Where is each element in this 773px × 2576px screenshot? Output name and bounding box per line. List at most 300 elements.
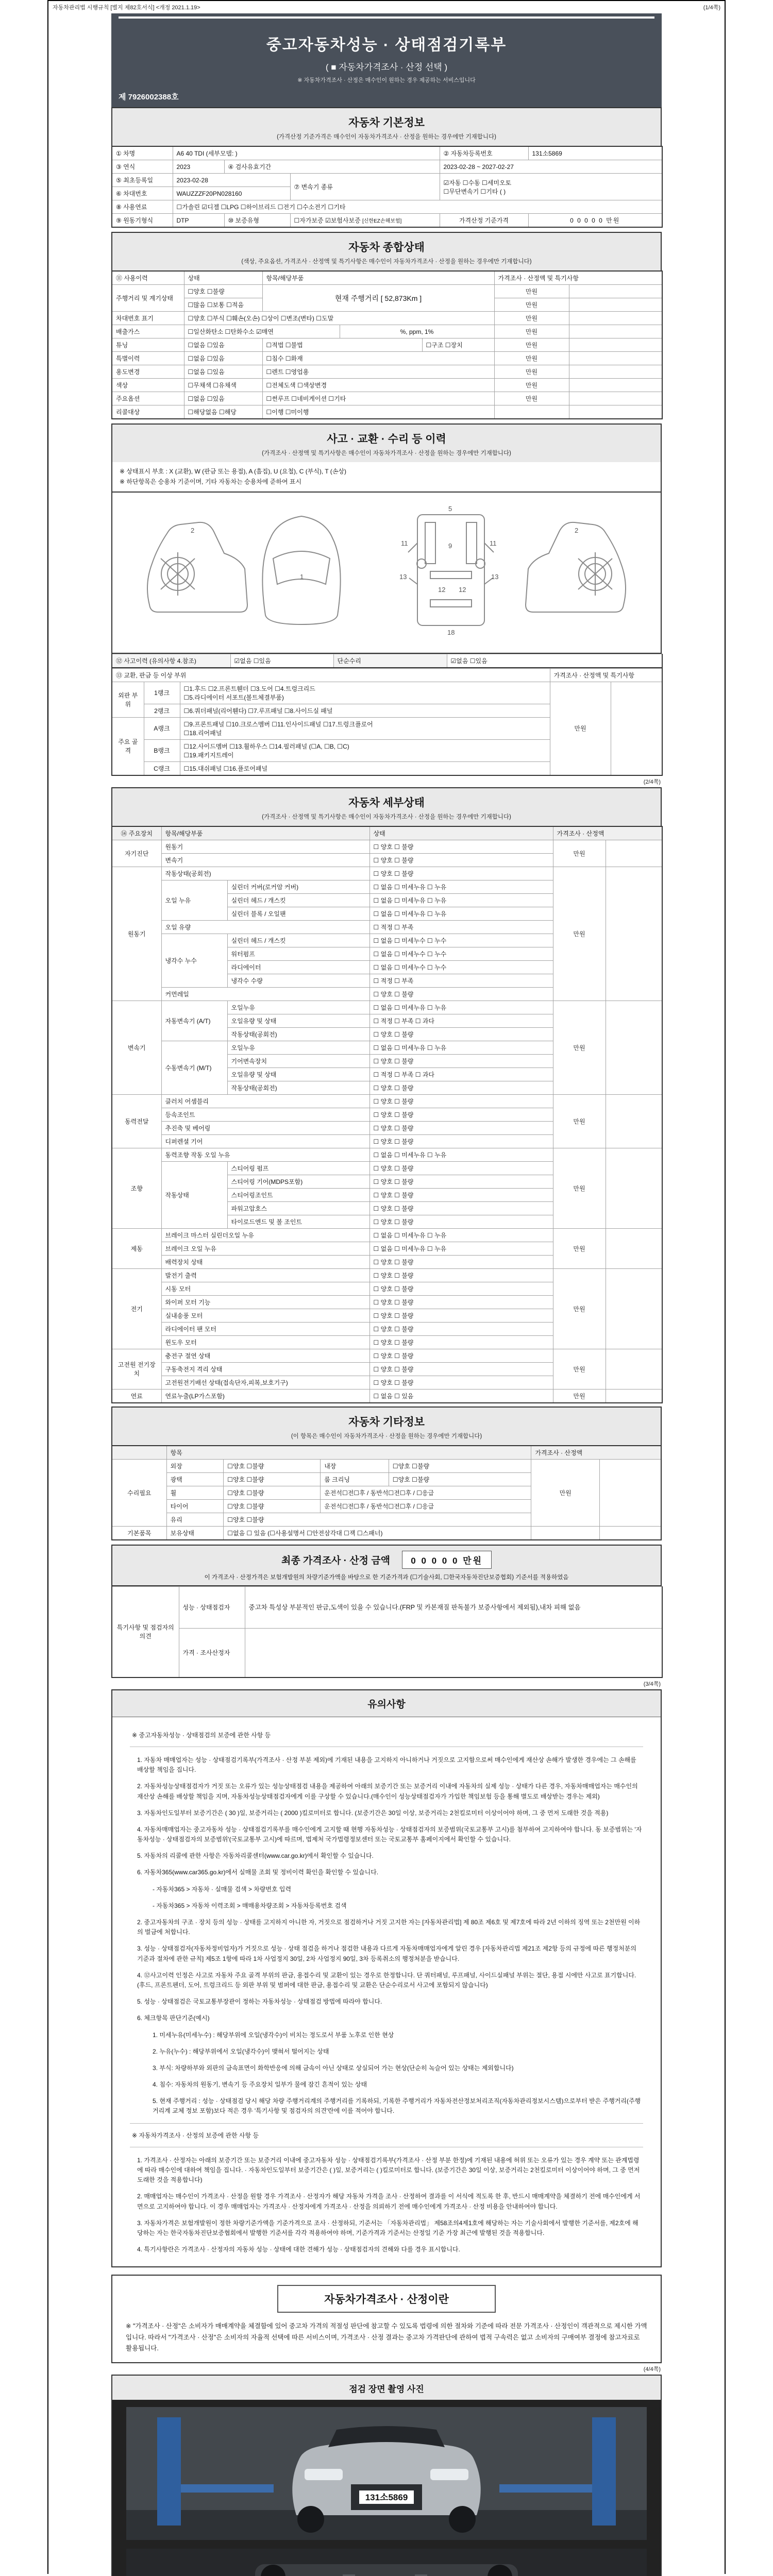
rank1-label: 1랭크 — [144, 682, 180, 704]
item-cell: 파워고압호스 — [227, 1201, 369, 1215]
room-cleaning-options[interactable]: ☐양호 ☐불량 — [389, 1472, 531, 1486]
item-cell: 스티어링조인트 — [227, 1188, 369, 1201]
group-transmission: 변속기 — [112, 1001, 161, 1094]
page-marker-3: (3/4쪽) — [643, 1681, 661, 1687]
interior-options[interactable]: ☐양호 ☐불량 — [389, 1459, 531, 1472]
main-option-label: 주요옵션 — [112, 392, 184, 405]
accident-history-options[interactable]: ☑없음 ☐있음 — [230, 654, 333, 668]
final-price-label: 최종 가격조사 · 산정 금액 — [281, 1555, 390, 1566]
main-option-options[interactable]: ☐없음 ☐있음 — [184, 392, 262, 405]
state-options[interactable]: ☐ 양호 ☐ 불량 — [369, 1362, 553, 1376]
exchange-price-cell: 만원 — [550, 682, 611, 775]
remark-cell — [569, 285, 662, 298]
remark-cell — [606, 1389, 662, 1403]
item-cell: 고전원전기배선 상태(접속단자,피복,보호기구) — [161, 1376, 369, 1389]
item-cell: 동력조향 작동 오일 누유 — [161, 1148, 369, 1161]
state-options[interactable]: ☐ 양호 ☐ 불량 — [369, 853, 553, 867]
item-cell: 충전구 절연 상태 — [161, 1349, 369, 1362]
overall-state-table — [111, 270, 663, 419]
item-cell: 작동상태(공회전) — [161, 867, 369, 880]
wheel-options[interactable]: ☐양호 ☐불량 — [224, 1486, 321, 1499]
other-h-blank — [112, 1446, 166, 1460]
overall-note: (색상, 주요옵션, 가격조사 · 산정액 및 특기사항은 매수인이 자동차가격조사 · 산정을 원하는 경우에만 기재합니다) — [241, 259, 532, 265]
engine-type-value: DTP — [173, 214, 224, 228]
price-cell: 만원 — [494, 379, 569, 392]
first-reg-value: 2023-02-28 — [173, 174, 290, 187]
state-options[interactable]: ☐ 없음 ☐ 미세누유 ☐ 누유 — [369, 907, 553, 920]
item-cell: 오일 유량 — [161, 920, 369, 934]
remark-cell — [569, 379, 662, 392]
remark-cell — [569, 365, 662, 379]
item-cell: 타이로드엔드 및 볼 조인트 — [227, 1215, 369, 1228]
item-cell: 변속기 — [161, 853, 369, 867]
special-history-kind-options[interactable]: ☐침수 ☐화재 — [262, 352, 494, 365]
banner-stripe — [119, 16, 654, 19]
remark-cell — [606, 1148, 662, 1228]
warranty-type-value[interactable]: ☐자가보증 ☑보험사보증 — [294, 217, 361, 224]
section-detail-state — [111, 787, 662, 826]
rankC-label: C랭크 — [144, 761, 180, 775]
tuning-legal-options[interactable]: ☐적법 ☐불법 — [262, 338, 422, 352]
overall-h-price: 가격조사 · 산정액 및 특기사항 — [494, 271, 662, 285]
glass-label: 유리 — [166, 1513, 224, 1526]
state-options[interactable]: ☐ 양호 ☐ 불량 — [369, 840, 553, 853]
group-self-diagnosis: 자기진단 — [112, 840, 161, 867]
rankB-line1[interactable]: ☐12.사이드멤버 ☐13.휠하우스 ☐14.필러패널 (☐A, ☐B, ☐C) — [183, 742, 349, 750]
state-options[interactable]: ☐ 양호 ☐ 불량 — [369, 1335, 553, 1349]
fuel-label: ⑧ 사용연료 — [112, 200, 173, 214]
rankA-line2[interactable]: ☐18.리어패널 — [183, 729, 222, 737]
other-h-item: 항목 — [166, 1446, 531, 1460]
color-change-options[interactable]: ☐전체도색 ☐색상변경 — [262, 379, 494, 392]
fuel-options[interactable]: ☐가솔린 ☑디젤 ☐LPG ☐하이브리드 ☐전기 ☐수소전기 ☐기타 — [173, 200, 662, 214]
form-sheet — [47, 0, 726, 2574]
state-options[interactable]: ☐ 양호 ☐ 불량 — [369, 1094, 553, 1108]
state-options[interactable]: ☐ 없음 ☐ 미세누유 ☐ 누유 — [369, 1001, 553, 1014]
state-options[interactable]: ☐ 양호 ☐ 불량 — [369, 1081, 553, 1094]
price-cell: 만원 — [553, 1094, 606, 1148]
first-reg-label: ⑤ 최초등록일 — [112, 174, 173, 187]
notice-subitem: - 자동차365 > 자동차 · 실매물 검색 > 차량번호 입력 — [153, 1885, 292, 1893]
appraiser-label: 가격 · 조사산정자 — [179, 1628, 245, 1677]
state-options[interactable]: ☐ 양호 ☐ 불량 — [369, 1268, 553, 1282]
tuning-label: 튜닝 — [112, 338, 184, 352]
notice-item: 1. 자동차 매매업자는 성능 · 상태점검기록부(가격조사 · 산정 부분 제외)에 기재된 내용을 고지하지 아니하거나 거짓으로 고지함으로써 매수인에게 재산상 손해가 발생한 경우에는 그 손해를 배상할 책임을 집니다. — [137, 1756, 636, 1774]
notice-item: 4. ⑫사고이력 인정은 사고로 자동차 주요 골격 부위의 판금, 용접수리 및 교환이 있는 경우로 한정합니다. 단 쿼터패널, 루프패널, 사이드실패널 부위는 절단, 용접 시에만 사고로 표기합니다. (후드, 프론트펜더, 도어, 트렁크리드 등 외판 부위 및 범퍼에 대한 판금, 용접수리 및 교환은 단순수리로서 사고에 포함되지 않습니다) — [137, 1971, 636, 1989]
diagram-number-9: 9 — [448, 541, 452, 550]
item-cell: 실린더 헤드 / 개스킷 — [227, 934, 369, 947]
notice-group1-head: ※ 중고자동차성능 · 상태점검의 보증에 관한 사항 등 — [130, 1725, 643, 1747]
item-cell: 기어변속장치 — [227, 1054, 369, 1067]
page-marker-1: (1/4쪽) — [703, 5, 720, 11]
car-diagram — [111, 493, 662, 654]
sheet-caption — [48, 2, 725, 13]
item-cell: 작동상태(공회전) — [227, 1081, 369, 1094]
price-cell: 만원 — [494, 338, 569, 352]
color-options[interactable]: ☐무채색 ☐유채색 — [184, 379, 262, 392]
section-other-info — [111, 1406, 662, 1445]
tuning-options[interactable]: ☐없음 ☐있음 — [184, 338, 262, 352]
price-cell: 만원 — [553, 867, 606, 1001]
notice-item: 5. 성능 · 상태점검은 국토교통부장관이 정하는 자동차성능 · 상태점검 방법에 따라야 합니다. — [137, 1998, 382, 2006]
item-cell: 오일누유 — [227, 1001, 369, 1014]
state-options[interactable]: ☐ 적정 ☐ 부족 ☐ 과다 — [369, 1014, 553, 1027]
item-cell: 실내송풍 모터 — [161, 1309, 369, 1322]
remark-cell — [606, 1228, 662, 1268]
remark-cell — [569, 405, 662, 419]
price-cell: 만원 — [553, 1268, 606, 1349]
notice-subitem: 2. 누유(누수) : 해당부위에서 오일(냉각수)이 맺혀서 떨어지는 상태 — [153, 2047, 329, 2055]
group-electric: 전기 — [112, 1268, 161, 1349]
group-engine: 원동기 — [112, 867, 161, 1001]
rank1-line2[interactable]: ☐5.라디에이터 서포트(볼트체결부품) — [183, 693, 284, 701]
item-cell: 추진축 및 베어링 — [161, 1121, 369, 1134]
wheel-label: 휠 — [166, 1486, 224, 1499]
transmission-line2[interactable]: ☐무단변속기 ☐기타 ( ) — [443, 188, 506, 195]
item-cell: 디퍼렌셜 기어 — [161, 1134, 369, 1148]
state-options[interactable]: ☐ 양호 ☐ 불량 — [369, 1255, 553, 1268]
basic-info-note: (가격산정 기준가격은 매수인이 자동차가격조사 · 산정을 원하는 경우에만 기재합니다) — [277, 134, 496, 140]
remark-cell — [606, 1268, 662, 1349]
state-options[interactable]: ☐ 양호 ☐ 불량 — [369, 1282, 553, 1295]
state-options[interactable]: ☐ 적정 ☐ 부족 — [369, 920, 553, 934]
price-cell: 만원 — [494, 365, 569, 379]
notice-title: 유의사항 — [112, 1690, 661, 1717]
photo-front-view — [126, 2407, 647, 2540]
car-diagram-svg — [129, 497, 644, 646]
engine-type-label: ⑨ 원동기형식 — [112, 214, 173, 228]
page-marker-4: (4/4쪽) — [643, 2366, 661, 2373]
price-cell: 만원 — [553, 1228, 606, 1268]
recall-label: 리콜대상 — [112, 405, 184, 419]
state-options[interactable]: ☐ 없음 ☐ 있음 — [369, 1389, 553, 1403]
sub-mt: 수동변속기 (M/T) — [161, 1041, 227, 1094]
base-price-label: 가격산정 기준가격 — [440, 214, 528, 228]
state-options[interactable]: ☐ 양호 ☐ 불량 — [369, 1295, 553, 1309]
state-options[interactable]: ☐ 없음 ☐ 미세누유 ☐ 누유 — [369, 893, 553, 907]
outer-panel-label: 외판 부위 — [112, 682, 144, 717]
document-number: 제 7926002388호 — [119, 93, 179, 101]
other-h-price: 가격조사 · 산정액 — [531, 1446, 661, 1460]
item-cell: 발전기 출력 — [161, 1268, 369, 1282]
diagram-number-12: 12 — [438, 585, 446, 594]
polish-label: 광택 — [166, 1472, 224, 1486]
transmission-options[interactable] — [440, 174, 662, 200]
overall-h-use: ⑪ 사용이력 — [112, 271, 184, 285]
remark-cell — [569, 312, 662, 325]
mark-legend-line2: ※ 하단항목은 승용차 기준이며, 기타 자동차는 승용차에 준하여 표시 — [120, 478, 302, 486]
state-options[interactable]: ☐ 양호 ☐ 불량 — [369, 1322, 553, 1335]
remark-cell — [569, 325, 662, 338]
sub-oil-leak: 오일 누유 — [161, 880, 227, 920]
price-cell: 만원 — [494, 285, 569, 298]
simple-repair-options[interactable]: ☑없음 ☐있음 — [447, 654, 662, 668]
item-cell: 오일유량 및 상태 — [227, 1067, 369, 1081]
accident-history-label: ⑫ 사고이력 (유의사항 4.참조) — [112, 654, 230, 668]
exchange-label: ⑬ 교환, 판금 등 이상 부위 — [112, 668, 550, 682]
notice-subitem: - 자동차365 > 자동차 이력조회 > 매매용차량조회 > 자동차등록번호 검색 — [153, 1902, 347, 1909]
state-options[interactable]: ☐ 적정 ☐ 부족 — [369, 974, 553, 987]
other-info-table — [111, 1445, 662, 1540]
usage-change-label: 용도변경 — [112, 365, 184, 379]
photo-underbody-view — [126, 2549, 647, 2576]
detail-state-table — [111, 826, 663, 1403]
rankA-label: A랭크 — [144, 717, 180, 739]
recall-options[interactable]: ☐해당없음 ☐해당 — [184, 405, 262, 419]
remark-cell — [569, 338, 662, 352]
wheel-position-options[interactable]: 운전석☐전☐후 / 동반석☐전☐후 / ☐응급 — [321, 1486, 531, 1499]
notice-subitem: 3. 부식: 차량하부와 외판의 금속표면이 화학반응에 의해 금속이 아닌 상태로 상실되어 가는 현상(단순히 녹슬어 있는 상태는 제외합니다) — [153, 2064, 514, 2072]
car-name-label: ① 차명 — [112, 146, 173, 160]
vin-mark-options[interactable]: ☐양호 ☐부식 ☐훼손(오손) ☐상이 ☐변조(변타) ☐도말 — [184, 312, 494, 325]
exchange-panel-table — [111, 668, 663, 776]
accident-title: 사고 · 교환 · 수리 등 이력 — [327, 433, 446, 445]
exterior-options[interactable]: ☐양호 ☐불량 — [224, 1459, 321, 1472]
notice-item: 2. 자동차성능상태점검자가 거짓 또는 오류가 있는 성능상태점검 내용을 제공하여 아래의 보증기간 또는 보증거리 이내에 자동차의 실제 성능 · 상태가 다른 경우, 자동차매매업자는 매수인의 재산상 손해를 배상할 책임을 지며, 자동차성능상태점검자에게 이를 구상할 수 있습니다.(매수인이 성능상태점검자가 가입한 책임보험 등을 통해 별도로 배상받는 경우는 제외) — [137, 1783, 638, 1800]
document-note: ※ 자동차가격조사 · 산정은 매수인이 원하는 경우 제공하는 서비스입니다 — [297, 77, 476, 83]
state-options[interactable]: ☐ 없음 ☐ 미세누유 ☐ 누유 — [369, 1242, 553, 1255]
item-cell: 시동 모터 — [161, 1282, 369, 1295]
mark-legend-line1: ※ 상태표시 부호 : X (교환), W (판금 또는 용접), A (흠집), U (요철), C (부식), T (손상) — [120, 468, 346, 475]
final-price-box — [111, 1545, 662, 1586]
state-options[interactable]: ☐ 없음 ☐ 미세누수 ☐ 누수 — [369, 947, 553, 960]
price-cell: 만원 — [494, 325, 569, 338]
notice-item: 3. 성능 · 상태점검자(자동차정비업자)가 거짓으로 성능 · 상태 점검을 하거나 점검한 내용과 다르게 자동차매매업자에게 알린 경우 [자동차관리법 제21조 제2항 등의 규정에 따른 행정처분의 기준과 절차에 관한 규칙] 제5조 1항에 따라 1차 사업정지 30일, 2차 사업정지 90일, 3차 등록취소의 행정처분을 받습니다. — [137, 1945, 636, 1962]
detail-note: (가격조사 · 산정액 및 특기사항은 매수인이 자동차가격조사 · 산정을 원하는 경우에만 기재합니다) — [262, 814, 511, 820]
reg-no-label: ② 자동차등록번호 — [440, 146, 528, 160]
state-options[interactable]: ☐ 양호 ☐ 불량 — [369, 1309, 553, 1322]
diagram-number-13b: 13 — [491, 572, 499, 581]
polish-options[interactable]: ☐양호 ☐불량 — [224, 1472, 321, 1486]
notice-item: 2. 중고자동차의 구조 · 장치 등의 성능 · 상태를 고지하지 아니한 자, 거짓으로 점검하거나 거짓 고지한 자는 [자동차관리법] 제 80조 제6호 및 제7호에 따라 2년 이하의 징역 또는 2천만원 이하의 벌금에 처합니다. — [137, 1919, 641, 1936]
tuning-kind-options[interactable]: ☐구조 ☐장치 — [422, 338, 494, 352]
detail-h-price: 가격조사 · 산정액 — [553, 826, 662, 840]
state-options[interactable]: ☐ 양호 ☐ 불량 — [369, 867, 553, 880]
state-options[interactable]: ☐ 없음 ☐ 미세누유 ☐ 누유 — [369, 1148, 553, 1161]
color-label: 색상 — [112, 379, 184, 392]
diagram-number-11b: 11 — [490, 539, 497, 547]
warranty-insurer: [신한EZ손해보험] — [362, 218, 402, 224]
tire-label: 타이어 — [166, 1499, 224, 1513]
notice-item: 5. 자동차의 리콜에 관한 사항은 자동차리콜센터(www.car.go.kr)에서 확인할 수 있습니다. — [137, 1852, 374, 1860]
notice-item: 6. 자동차365(www.car365.go.kr)에서 실매물 조회 및 정비이력 확인을 확인할 수 있습니다. — [137, 1869, 379, 1876]
photos-title: 점검 장면 촬영 사진 — [349, 2384, 424, 2395]
recall-done-options[interactable]: ☐이행 ☐미이행 — [262, 405, 494, 419]
price-cell: 만원 — [531, 1459, 600, 1526]
state-options[interactable]: ☐ 양호 ☐ 불량 — [369, 1054, 553, 1067]
state-options[interactable]: ☐ 없음 ☐ 미세누유 ☐ 누유 — [369, 1228, 553, 1242]
state-options[interactable]: ☐ 없음 ☐ 미세누유 ☐ 누유 — [369, 1041, 553, 1054]
item-cell: 라디에이터 팬 모터 — [161, 1322, 369, 1335]
item-cell: 실린더 커버(로커암 커버) — [227, 880, 369, 893]
base-price-value: 0 0 0 0 0 만원 — [528, 214, 662, 228]
emission-values: %, ppm, 1% — [340, 325, 494, 338]
warranty-type-options[interactable] — [290, 214, 440, 228]
remark-cell — [569, 392, 662, 405]
item-cell: 라디에이터 — [227, 960, 369, 974]
overall-title: 자동차 종합상태 — [348, 242, 425, 253]
price-cell: 만원 — [494, 352, 569, 365]
item-cell: 브레이크 오일 누유 — [161, 1242, 369, 1255]
usage-change-options[interactable]: ☐없음 ☐있음 — [184, 365, 262, 379]
state-options[interactable]: ☐ 양호 ☐ 불량 — [369, 987, 553, 1001]
price-cell: 만원 — [494, 298, 569, 312]
remark-cell — [606, 1001, 662, 1094]
holding-state-label: 보유상태 — [166, 1526, 224, 1540]
group-powertrain: 동력전달 — [112, 1094, 161, 1148]
remark-cell — [606, 840, 662, 867]
detail-title: 자동차 세부상태 — [348, 796, 425, 809]
main-frame-label: 주요 골격 — [112, 717, 144, 775]
state-options[interactable]: ☐ 없음 ☐ 미세누유 ☐ 누유 — [369, 880, 553, 893]
basic-info-title: 자동차 기본정보 — [348, 117, 425, 129]
mileage-state-options[interactable]: ☐양호 ☐불량 — [184, 285, 262, 298]
basic-info-table — [111, 146, 663, 228]
room-cleaning-label: 룸 크리닝 — [321, 1472, 389, 1486]
sub-at: 자동변속기 (A/T) — [161, 1001, 227, 1041]
item-cell: 냉각수 수량 — [227, 974, 369, 987]
remark-cell — [569, 352, 662, 365]
state-options[interactable]: ☐ 양호 ☐ 불량 — [369, 1175, 553, 1188]
group-fuel: 연료 — [112, 1389, 161, 1403]
car-name-value: A6 40 TDI (세부모델: ) — [173, 146, 440, 160]
warranty-type-label: ⑩ 보증유형 — [224, 214, 290, 228]
inspector-opinion: 중고차 특성상 부분적인 판금,도색이 있을 수 있습니다.(FRP 및 카본재질 판독불가 보증사항에서 제외됨),내차 피해 없음 — [245, 1586, 662, 1628]
price-cell: 만원 — [553, 1148, 606, 1228]
notice-item: 1. 가격조사 · 산정자는 아래의 보증기간 또는 보증거리 이내에 중고자동차 성능 · 상태점검기록부(가격조사 · 산정 부분 한정)에 기재된 내용에 허위 또는 오류가 있는 경우 계약 또는 관계법령에 따라 매수인에 대하여 책임을 집니다. · 자동차인도일부터 보증기간은 ( )일, 보증거리는 ( )킬로미터로 합니다. (보증기간은 30일 이상, 보증거리는 2천킬로미터 이상이어야 하며, 그 중 먼저 도래한 것을 적용합니다) — [137, 2156, 640, 2184]
remark-cell — [606, 1349, 662, 1389]
price-cell: 만원 — [553, 1389, 606, 1403]
mileage-label: 주행거리 및 계기상태 — [112, 285, 184, 312]
other-title: 자동차 기타정보 — [348, 1416, 425, 1428]
transmission-label: ⑦ 변속기 종류 — [290, 174, 440, 200]
item-cell: 작동상태(공회전) — [227, 1027, 369, 1041]
price-cell: 만원 — [553, 1001, 606, 1094]
tire-position-options[interactable]: 운전석☐전☐후 / 동반석☐전☐후 / ☐응급 — [321, 1499, 531, 1513]
notice-item: 3. 자동차가격은 보험개발원이 정한 차량기준가액을 기준가격으로 조사 · 산정하되, 기준서는 「자동차관리법」 제58조의4제1호에 해당하는 자는 기술사회에서 발행한 기준서를, 제2호에 해당하는 자는 한국자동차진단보증협회에서 발행한 기준서를 각각 적용하여야 하며, 기준가격과 기준서는 산정일 기준 가장 최근에 발행된 것을 적용합니다. — [137, 2219, 638, 2236]
exchange-remark-cell — [611, 682, 662, 775]
state-options[interactable]: ☐ 양호 ☐ 불량 — [369, 1027, 553, 1041]
state-options[interactable]: ☐ 없음 ☐ 미세누수 ☐ 누수 — [369, 934, 553, 947]
inspection-period-label: ④ 검사유효기간 — [224, 160, 440, 174]
remark-cell — [569, 298, 662, 312]
notice-item: 2. 매매업자는 매수인이 가격조사 · 산정을 원할 경우 가격조사 · 산정자가 해당 자동차 가격을 조사 · 산정하여 결과를 이 서식에 적도록 한 후, 반드시 매매계약을 체결하기 전에 매수인에게 서면으로 고지하여야 합니다. 이 경우 매매업자는 가격조사 · 산정자에게 가격조사 · 산정을 의뢰하기 전에 매수인에게 가격조사 · 산정 비용을 안내하여야 합니다. — [137, 2193, 641, 2210]
notice-item: 4. 자동차매매업자는 중고자동차 성능 · 상태점검기록부를 매수인에게 고지할 때 현행 자동차성능 · 상태점검자의 보증범위(국토교통부 고시)를 첨부하여 고지하여야 합니다. 동 보증범위는 '자동차성능 · 상태점검자의 보증범위'(국토교통부 고시)에 따르며, 법제처 국가법령정보센터 또는 국토교통부 홈페이지에서 확인할 수 있습니다. — [137, 1825, 642, 1843]
special-history-options[interactable]: ☐없음 ☐있음 — [184, 352, 262, 365]
section-overall-state — [111, 232, 662, 270]
diagram-number-side-right: 2 — [575, 526, 579, 534]
state-options[interactable]: ☐ 양호 ☐ 불량 — [369, 1376, 553, 1389]
rankA-line1[interactable]: ☐9.프론트패널 ☐10.크로스멤버 ☐11.인사이드패널 ☐17.트렁크플로어 — [183, 720, 373, 728]
state-options[interactable]: ☐ 양호 ☐ 불량 — [369, 1188, 553, 1201]
price-cell — [531, 1526, 600, 1540]
basic-items-label: 기본품목 — [112, 1526, 166, 1540]
item-cell: 등속조인트 — [161, 1108, 369, 1121]
state-options[interactable]: ☐ 양호 ☐ 불량 — [369, 1134, 553, 1148]
diagram-number-11: 11 — [401, 539, 408, 547]
remark-cell — [606, 867, 662, 1001]
mileage-amount-options[interactable]: ☐많음 ☐보통 ☐적음 — [184, 298, 262, 312]
inspection-period-value: 2023-02-28 ~ 2027-02-27 — [440, 160, 662, 174]
remark-cell — [606, 1094, 662, 1148]
current-mileage: 현재 주행거리 [ 52,873Km ] — [262, 285, 494, 312]
remark-cell — [600, 1459, 661, 1526]
exchange-price-label: 가격조사 · 산정액 및 특기사항 — [550, 668, 662, 682]
state-options[interactable]: ☐ 양호 ☐ 불량 — [369, 1121, 553, 1134]
rankA-options[interactable] — [180, 717, 550, 739]
group-brake: 제동 — [112, 1228, 161, 1268]
transmission-line1[interactable]: ☑자동 ☐수동 ☐세미오토 — [443, 179, 512, 187]
item-cell: 연료누출(LP가스포함) — [161, 1389, 369, 1403]
sub-steering-state: 작동상태 — [161, 1161, 227, 1228]
sub-coolant-leak: 냉각수 누수 — [161, 934, 227, 987]
item-cell: 윈도우 모터 — [161, 1335, 369, 1349]
item-cell: 브레이크 마스터 실린더오일 누유 — [161, 1228, 369, 1242]
item-cell: 스티어링 기어(MDPS포함) — [227, 1175, 369, 1188]
tire-options[interactable]: ☐양호 ☐불량 — [224, 1499, 321, 1513]
diagram-number-5: 5 — [448, 504, 452, 513]
vin-label: ⑥ 차대번호 — [112, 187, 173, 200]
section-accident-history — [111, 423, 662, 462]
mark-legend — [111, 462, 662, 493]
notice-subitem: 1. 미세누유(미세누수) : 해당부위에 오일(냉각수)이 비치는 정도로서 부품 노후로 인한 현상 — [153, 2031, 394, 2039]
holding-state-options[interactable]: ☐없음 ☐ 있음 (☐사용설명서 ☐안전삼각대 ☐잭 ☐스패너) — [224, 1526, 531, 1540]
item-cell: 배력장치 상태 — [161, 1255, 369, 1268]
main-option-kind-options[interactable]: ☐썬루프 ☐네비게이션 ☐기타 — [262, 392, 494, 405]
rank2-options[interactable]: ☐6.쿼더패널(리어휀다) ☐7.루프패널 ☐8.사이드실 패널 — [180, 704, 550, 717]
item-cell: 커먼레일 — [161, 987, 369, 1001]
notice-group2-head: ※ 자동차가격조사 · 산정의 보증에 관한 사항 등 — [130, 2123, 643, 2147]
rankC-options[interactable]: ☐15.대쉬패널 ☐16.플로어패널 — [180, 761, 550, 775]
diagram-number-18: 18 — [447, 628, 455, 636]
state-options[interactable]: ☐ 없음 ☐ 미세누수 ☐ 누수 — [369, 960, 553, 974]
emission-options[interactable]: ☐일산화탄소 ☐탄화수소 ☑매연 — [184, 325, 340, 338]
state-options[interactable]: ☐ 양호 ☐ 불량 — [369, 1201, 553, 1215]
item-cell: 구동축전지 격리 상태 — [161, 1362, 369, 1376]
state-options[interactable]: ☐ 양호 ☐ 불량 — [369, 1108, 553, 1121]
rank1-line1[interactable]: ☐1.후드 ☐2.프론트휀더 ☐3.도어 ☐4.트렁크리드 — [183, 685, 315, 692]
state-options[interactable]: ☐ 양호 ☐ 불량 — [369, 1215, 553, 1228]
diagram-number-13: 13 — [399, 572, 407, 581]
section-basic-info — [111, 107, 662, 146]
state-options[interactable]: ☐ 양호 ☐ 불량 — [369, 1161, 553, 1175]
group-high-voltage: 고전원 전기장치 — [112, 1349, 161, 1389]
document-title: 중고자동차성능 · 상태점검기록부 — [266, 37, 507, 54]
simple-repair-label: 단순수리 — [333, 654, 447, 668]
price-cell: 만원 — [553, 1349, 606, 1389]
license-plate: 131소5869 — [365, 2493, 408, 2503]
vin-mark-label: 차대번호 표기 — [112, 312, 184, 325]
final-price-note[interactable]: 이 가격조사 · 산정가격은 보험개발원의 차량기준가액을 바탕으로 한 기준가격과 (☐기술사회, ☐한국자동차진단보증협회) 기준서를 적용하였음 — [204, 1574, 569, 1581]
detail-h-item: 항목/해당부품 — [161, 826, 369, 840]
page-marker-2: (2/4쪽) — [643, 778, 661, 785]
state-options[interactable]: ☐ 적정 ☐ 부족 ☐ 과다 — [369, 1067, 553, 1081]
state-options[interactable]: ☐ 양호 ☐ 불량 — [369, 1349, 553, 1362]
rankB-line2[interactable]: ☐19.패키지트레이 — [183, 751, 234, 759]
notice-item: 6. 체크항목 판단기준(예시) — [137, 2014, 210, 2022]
rank1-options[interactable] — [180, 682, 550, 704]
rankB-options[interactable] — [180, 739, 550, 761]
document-title-banner — [111, 13, 662, 107]
special-history-label: 특별이력 — [112, 352, 184, 365]
usage-change-kind-options[interactable]: ☐렌트 ☐영업용 — [262, 365, 494, 379]
price-info-box — [111, 2275, 662, 2363]
exterior-label: 외장 — [166, 1459, 224, 1472]
model-year-value: 2023 — [173, 160, 224, 174]
glass-options[interactable]: ☐양호 ☐불량 — [224, 1513, 531, 1526]
inspector-label: 성능 · 상태점검자 — [179, 1586, 245, 1628]
item-cell: 실린더 블록 / 오일팬 — [227, 907, 369, 920]
